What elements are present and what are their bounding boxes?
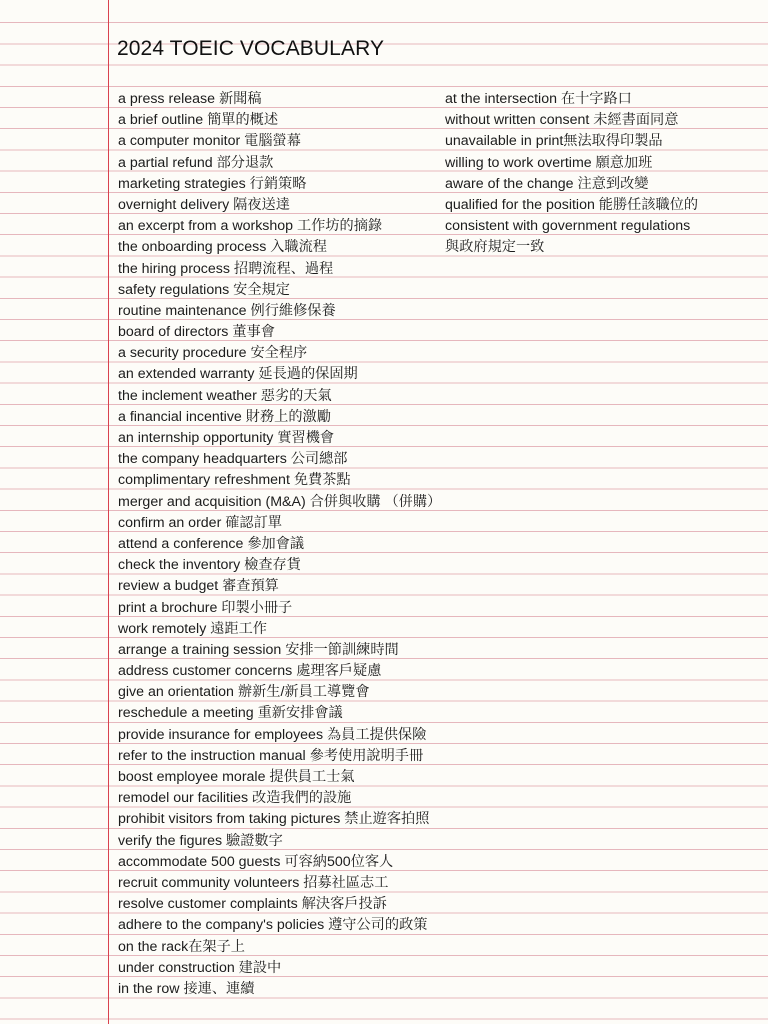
vocabulary-item: aware of the change 注意到改變 <box>445 175 649 192</box>
vocabulary-item: merger and acquisition (M&A) 合併與收購 （併購） <box>118 493 442 510</box>
vocabulary-item: accommodate 500 guests 可容納500位客人 <box>118 853 394 870</box>
vocabulary-item: print a brochure 印製小冊子 <box>118 599 293 616</box>
vocabulary-item: at the intersection 在十字路口 <box>445 91 632 107</box>
vocabulary-item: address customer concerns 處理客戶疑慮 <box>118 663 382 680</box>
vocabulary-item: a security procedure 安全程序 <box>118 345 308 362</box>
vocabulary-item: on the rack在架子上 <box>118 938 245 955</box>
vocabulary-item: qualified for the position 能勝任該職位的 <box>445 196 699 213</box>
vocabulary-item: overnight delivery 隔夜送達 <box>118 196 290 213</box>
vocabulary-item: review a budget 審查預算 <box>118 578 279 595</box>
vocabulary-item: an excerpt from a workshop 工作坊的摘錄 <box>118 218 383 235</box>
vocabulary-item: the hiring process 招聘流程、過程 <box>118 260 334 277</box>
vocabulary-item: consistent with government regulations <box>445 218 691 235</box>
vocabulary-item: a press release 新聞稿 <box>118 91 262 107</box>
vocabulary-item: prohibit visitors from taking pictures 禁止遊客拍照 <box>118 811 430 828</box>
vocabulary-item: boost employee morale 提供員工士氣 <box>118 769 355 785</box>
vocabulary-item: remodel our facilities 改造我們的設施 <box>118 790 352 807</box>
vocabulary-item: check the inventory 檢查存貨 <box>118 557 301 574</box>
vocabulary-item: provide insurance for employees 為員工提供保險 <box>118 726 427 743</box>
vocabulary-item: give an orientation 辦新生/新員工導覽會 <box>118 684 370 701</box>
vocabulary-item: confirm an order 確認訂單 <box>118 514 282 531</box>
vocabulary-item: under construction 建設中 <box>118 959 282 976</box>
vocabulary-item: without written consent 未經書面同意 <box>445 112 679 129</box>
vocabulary-item: routine maintenance 例行維修保養 <box>118 302 336 319</box>
vocabulary-item: marketing strategies 行銷策略 <box>118 175 307 192</box>
vocabulary-list-left <box>118 89 441 1000</box>
vocabulary-item: the onboarding process 入職流程 <box>118 239 327 256</box>
vocabulary-item: a partial refund 部分退款 <box>118 154 274 171</box>
vocabulary-item: 與政府規定一致 <box>445 239 545 256</box>
vocabulary-item: an extended warranty 延長過的保固期 <box>118 366 358 383</box>
vocabulary-item: an internship opportunity 實習機會 <box>118 430 335 446</box>
vocabulary-item: willing to work overtime 願意加班 <box>445 154 653 171</box>
vocabulary-item: board of directors 董事會 <box>118 324 275 341</box>
vocabulary-item: recruit community volunteers 招募社區志工 <box>118 874 389 891</box>
vocabulary-item: the company headquarters 公司總部 <box>118 451 348 468</box>
notebook-margin-line <box>108 0 109 1024</box>
vocabulary-item: unavailable in print無法取得印製品 <box>445 133 663 150</box>
vocabulary-item: arrange a training session 安排一節訓練時間 <box>118 641 399 658</box>
vocabulary-item: refer to the instruction manual 參考使用說明手冊 <box>118 747 424 764</box>
vocabulary-item: reschedule a meeting 重新安排會議 <box>118 705 343 722</box>
vocabulary-item: in the row 接連、連續 <box>118 980 255 997</box>
vocabulary-item: the inclement weather 惡劣的天氣 <box>118 387 332 404</box>
vocabulary-item: verify the figures 驗證數字 <box>118 832 283 849</box>
vocabulary-item: work remotely 遠距工作 <box>118 620 267 637</box>
vocabulary-item: complimentary refreshment 免費茶點 <box>118 472 351 489</box>
vocabulary-list-right <box>445 89 698 259</box>
vocabulary-item: adhere to the company's policies 遵守公司的政策 <box>118 917 428 934</box>
page-title: 2024 TOEIC VOCABULARY <box>117 37 385 60</box>
vocabulary-item: attend a conference 參加會議 <box>118 535 305 552</box>
vocabulary-item: a computer monitor 電腦螢幕 <box>118 133 301 150</box>
vocabulary-item: a financial incentive 財務上的激勵 <box>118 408 331 425</box>
vocabulary-item: safety regulations 安全規定 <box>118 281 290 298</box>
vocabulary-item: a brief outline 簡單的概述 <box>118 112 279 129</box>
vocabulary-item: resolve customer complaints 解決客戶投訴 <box>118 896 387 913</box>
